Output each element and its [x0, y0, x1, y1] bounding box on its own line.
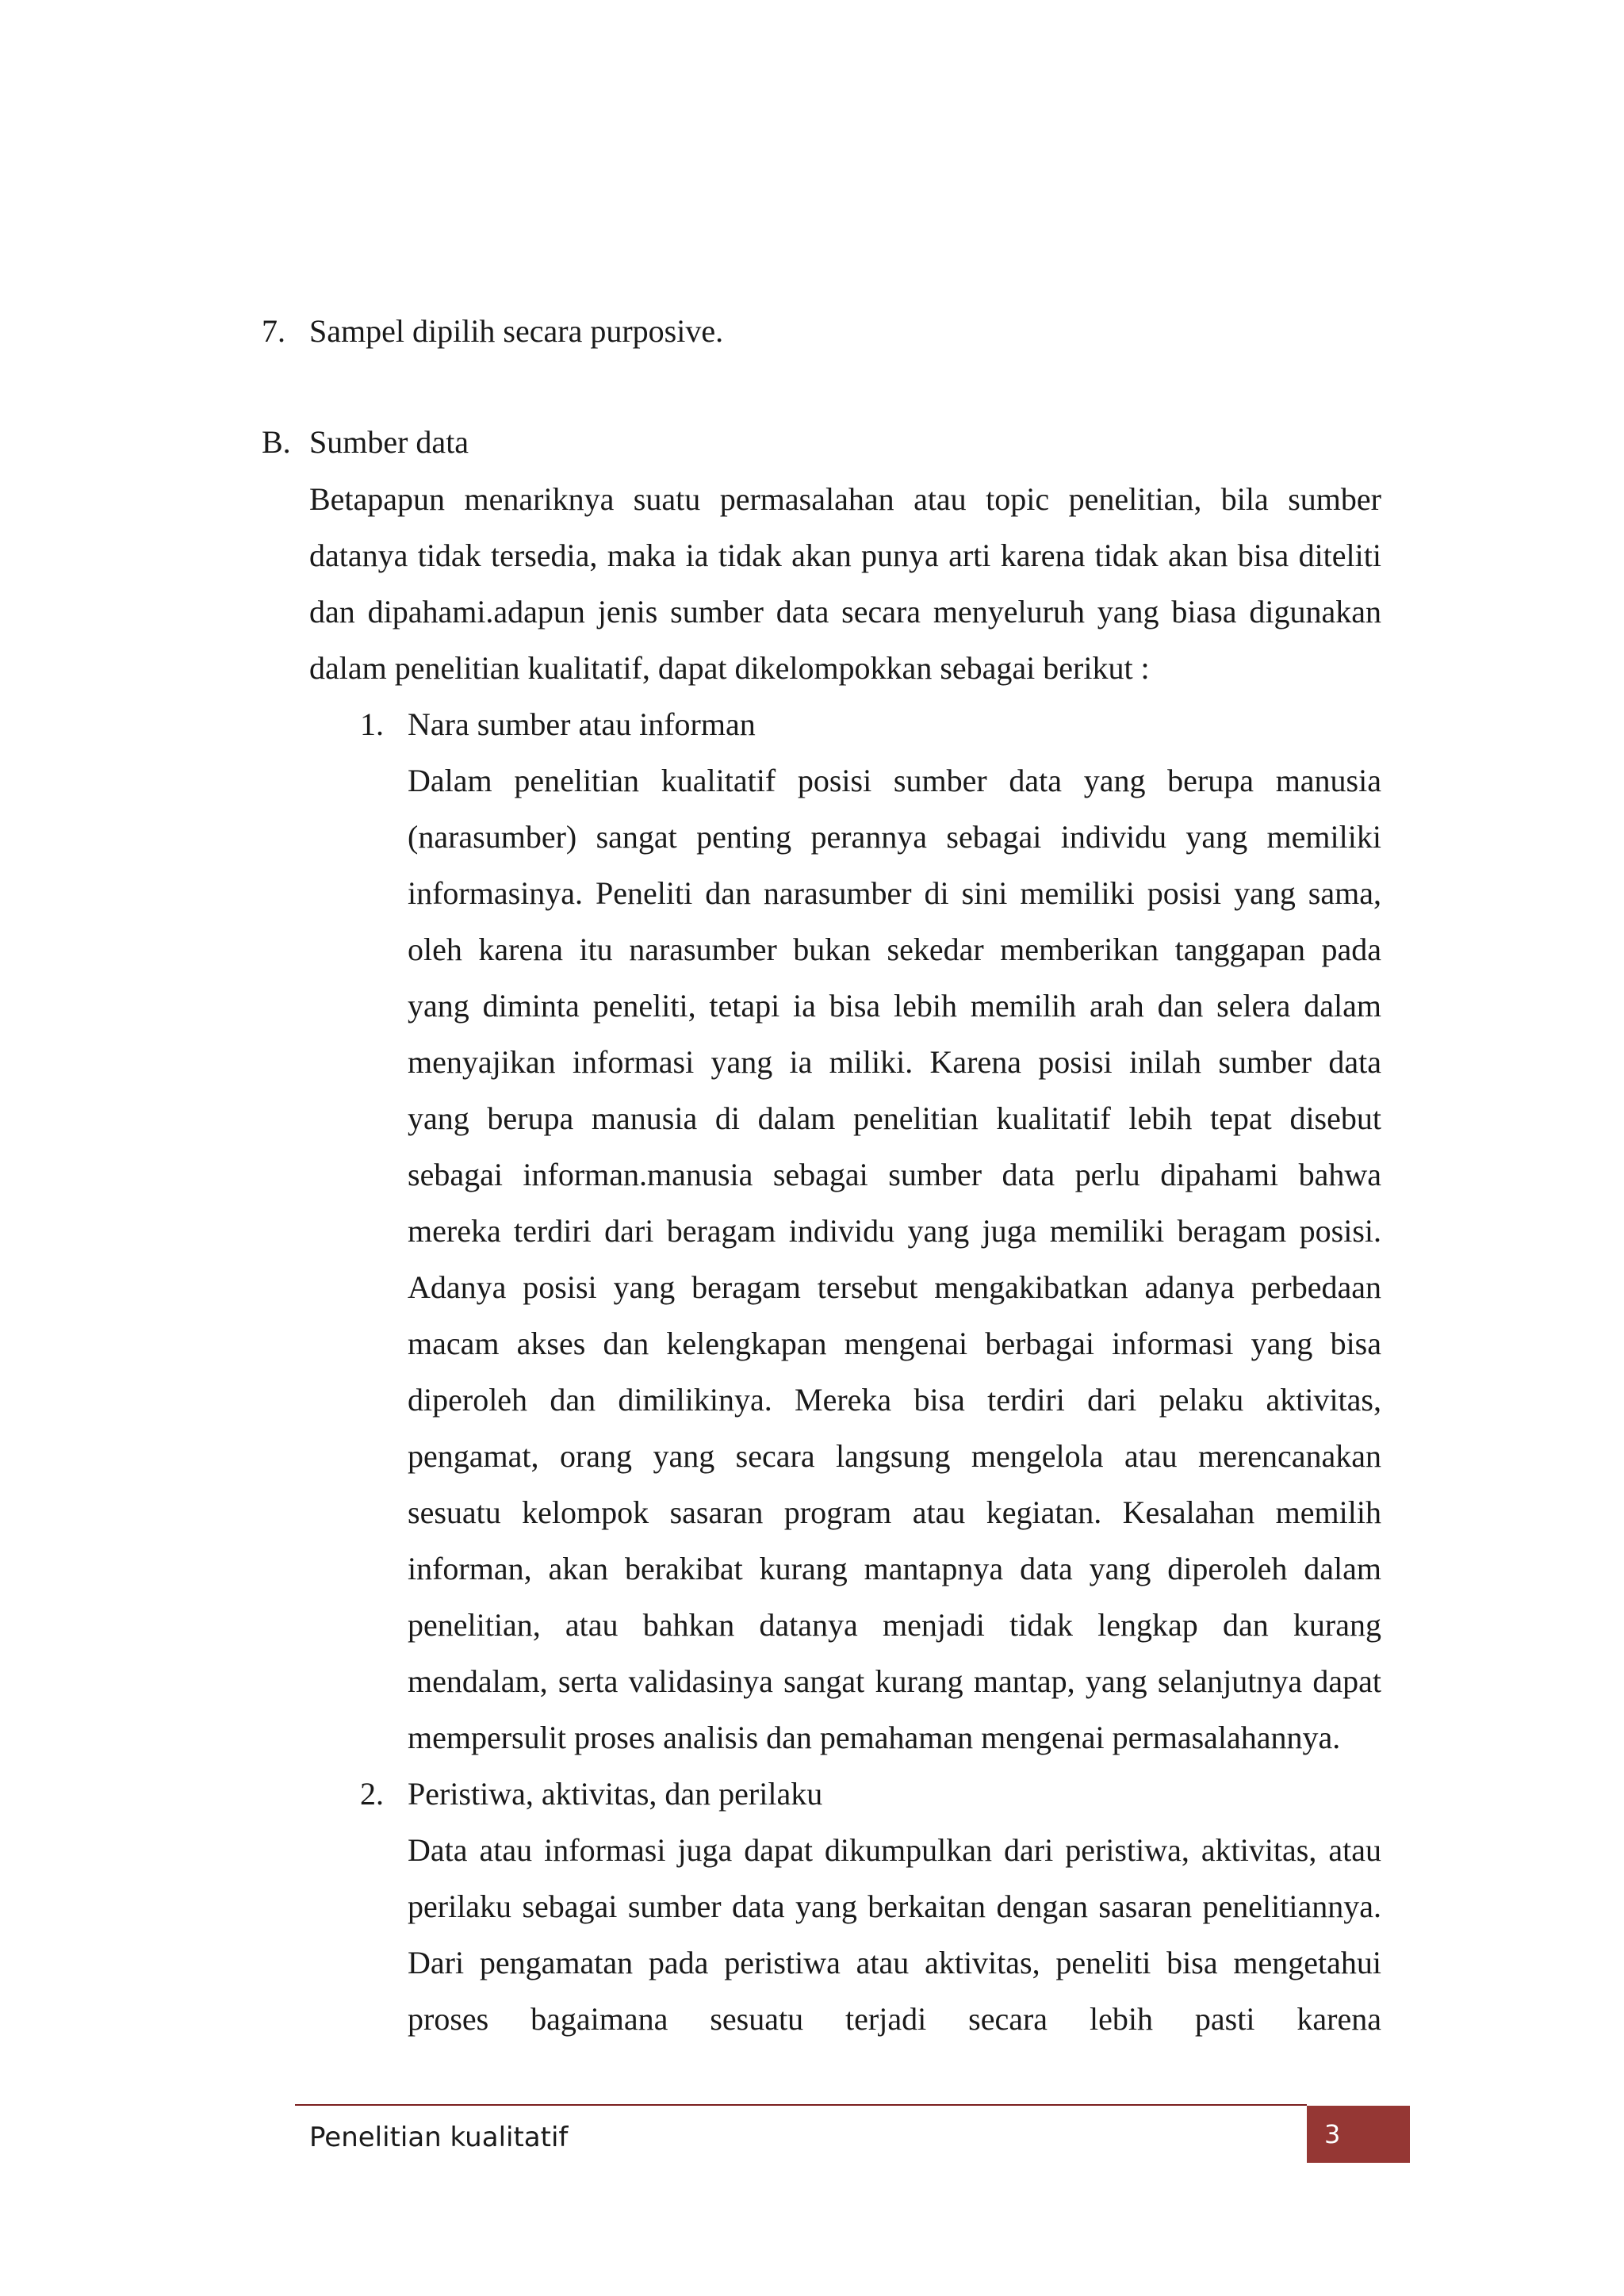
- paragraph-line: sebagai informan.manusia sebagai sumber data perlu dipahami bahwa: [408, 1157, 1381, 1192]
- sublist-heading: Nara sumber atau informan: [408, 706, 756, 742]
- sublist-number: 1.: [360, 706, 384, 742]
- paragraph-line: diperoleh dan dimilikinya. Mereka bisa terdiri dari pelaku aktivitas,: [408, 1382, 1381, 1418]
- paragraph-line: proses bagaimana sesuatu terjadi secara lebih pasti karena: [408, 2001, 1381, 2037]
- paragraph-line: informasinya. Peneliti dan narasumber di sini memiliki posisi yang sama,: [408, 875, 1381, 911]
- paragraph-line: Betapapun menariknya suatu permasalahan atau topic penelitian, bila sumber: [309, 481, 1381, 517]
- paragraph-line: mendalam, serta validasinya sangat kurang mantap, yang selanjutnya dapat: [408, 1663, 1381, 1699]
- paragraph-line: pengamat, orang yang secara langsung mengelola atau merencanakan: [408, 1438, 1381, 1474]
- paragraph-line: datanya tidak tersedia, maka ia tidak akan punya arti karena tidak akan bisa diteliti: [309, 538, 1381, 573]
- paragraph-line: Dalam penelitian kualitatif posisi sumber data yang berupa manusia: [408, 763, 1381, 798]
- paragraph-line: dan dipahami.adapun jenis sumber data secara menyeluruh yang biasa digunakan: [309, 594, 1381, 629]
- paragraph-line: perilaku sebagai sumber data yang berkaitan dengan sasaran penelitiannya.: [408, 1888, 1381, 1924]
- paragraph-line: Adanya posisi yang beragam tersebut mengakibatkan adanya perbedaan: [408, 1269, 1381, 1305]
- paragraph-line: dalam penelitian kualitatif, dapat dikelompokkan sebagai berikut :: [309, 650, 1150, 686]
- list-item-text: Sampel dipilih secara purposive.: [309, 313, 724, 349]
- paragraph-line: menyajikan informasi yang ia miliki. Karena posisi inilah sumber data: [408, 1044, 1381, 1080]
- sublist-heading: Peristiwa, aktivitas, dan perilaku: [408, 1776, 823, 1812]
- paragraph-line: Data atau informasi juga dapat dikumpulkan dari peristiwa, aktivitas, atau: [408, 1832, 1381, 1868]
- footer-title: Penelitian kualitatif: [309, 2122, 569, 2153]
- page-number-badge: [1307, 2106, 1410, 2163]
- paragraph-line: yang berupa manusia di dalam penelitian kualitatif lebih tepat disebut: [408, 1100, 1381, 1136]
- paragraph-line: informan, akan berakibat kurang mantapnya data yang diperoleh dalam: [408, 1551, 1381, 1586]
- paragraph-line: oleh karena itu narasumber bukan sekedar memberikan tanggapan pada: [408, 932, 1381, 967]
- paragraph-line: penelitian, atau bahkan datanya menjadi tidak lengkap dan kurang: [408, 1607, 1381, 1643]
- paragraph-line: macam akses dan kelengkapan mengenai berbagai informasi yang bisa: [408, 1326, 1381, 1361]
- paragraph-line: mereka terdiri dari beragam individu yang juga memiliki beragam posisi.: [408, 1213, 1381, 1249]
- paragraph-line: Dari pengamatan pada peristiwa atau aktivitas, peneliti bisa mengetahui: [408, 1945, 1381, 1980]
- paragraph-line: yang diminta peneliti, tetapi ia bisa lebih memilih arah dan selera dalam: [408, 988, 1381, 1024]
- section-letter: B.: [262, 424, 291, 460]
- paragraph-line: (narasumber) sangat penting perannya sebagai individu yang memiliki: [408, 819, 1381, 855]
- sublist-number: 2.: [360, 1776, 384, 1812]
- footer-divider: [295, 2104, 1307, 2106]
- paragraph-line: sesuatu kelompok sasaran program atau kegiatan. Kesalahan memilih: [408, 1494, 1381, 1530]
- page-number: 3: [1324, 2119, 1341, 2149]
- section-heading: Sumber data: [309, 424, 469, 460]
- paragraph-line: mempersulit proses analisis dan pemahaman mengenai permasalahannya.: [408, 1720, 1341, 1755]
- list-number: 7.: [262, 313, 285, 349]
